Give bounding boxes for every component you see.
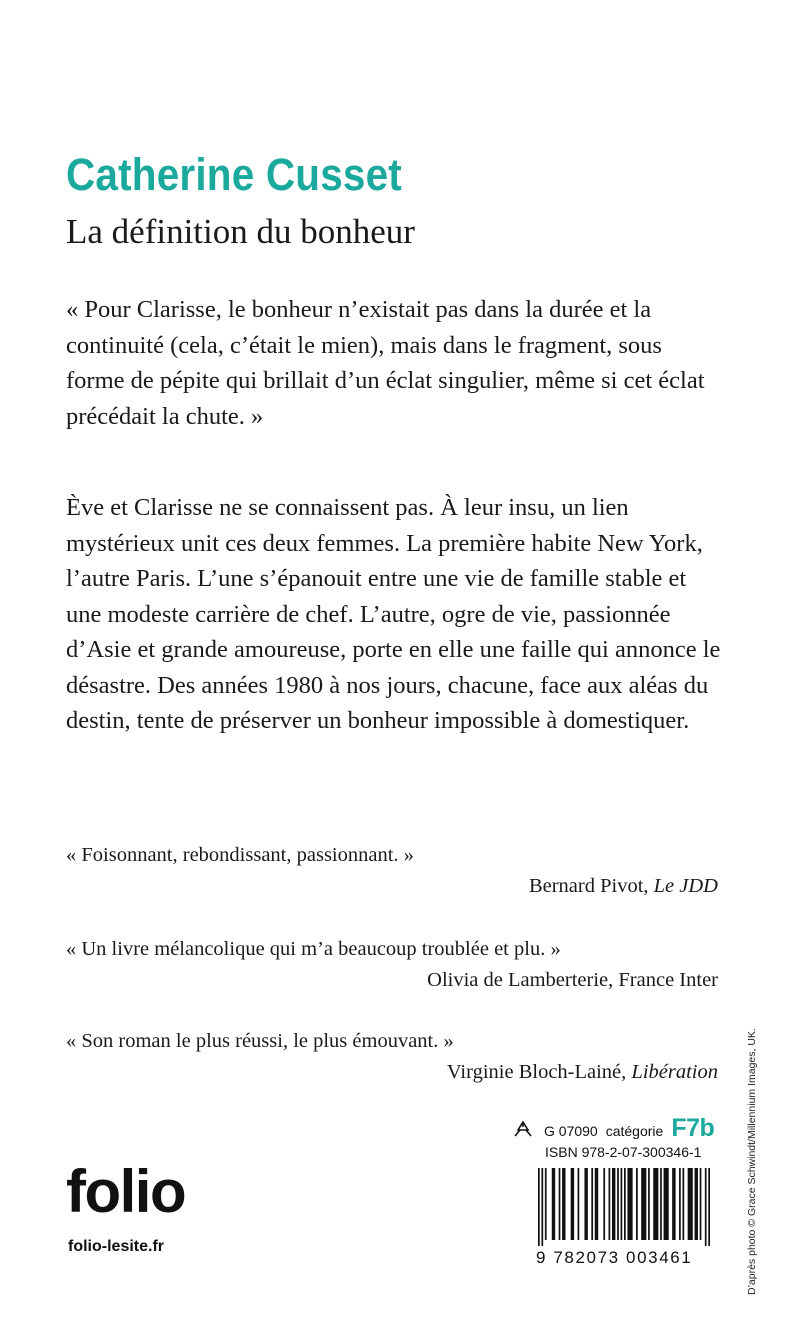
barcode-bar (641, 1168, 646, 1240)
barcode-bar (653, 1168, 658, 1240)
review-source-name: Bernard Pivot, (528, 875, 654, 897)
book-title: La définition du bonheur (66, 212, 415, 251)
excerpt-quote: « Pour Clarisse, le bonheur n’existait pas dans la durée et la continuité (cela, c’était le mien), mais dans le fragment, sous forme de pépite qui brillait d’un éclat singulier, même si cet éclat précédait la chute. » (66, 296, 705, 430)
barcode-bar (541, 1168, 543, 1246)
review-source-publication: Le JDD (653, 875, 718, 897)
barcode (536, 1168, 712, 1267)
barcode-bar (552, 1168, 555, 1240)
barcode-bar (664, 1168, 669, 1240)
barcode-bar (636, 1168, 638, 1240)
barcode-bar (682, 1168, 684, 1240)
review-2 (66, 934, 718, 996)
review-quote: « Son roman le plus réussi, le plus émouvant. » (66, 1030, 454, 1052)
review-source-name: Virginie Bloch-Lainé, (446, 1061, 632, 1083)
barcode-bar (591, 1168, 593, 1240)
review-source (66, 965, 718, 996)
barcode-bar (578, 1168, 580, 1240)
barcode-bar (571, 1168, 574, 1240)
barcode-bar (688, 1168, 693, 1240)
review-source (66, 871, 718, 902)
recycle-mark-icon (512, 1121, 534, 1137)
author-name: Catherine Cusset (66, 149, 402, 200)
barcode-bar (679, 1168, 681, 1240)
barcode-bar (603, 1168, 605, 1240)
review-1 (66, 840, 718, 902)
barcode-bar (595, 1168, 598, 1240)
review-source (66, 1057, 718, 1088)
barcode-bar (672, 1168, 675, 1240)
barcode-bar (621, 1168, 623, 1240)
barcode-bar (705, 1168, 707, 1246)
review-source-name: Olivia de Lamberterie, France Inter (427, 969, 718, 991)
category-code: F7b (671, 1114, 715, 1142)
barcode-bar (584, 1168, 587, 1240)
review-3 (66, 1026, 718, 1088)
barcode-bar (562, 1168, 565, 1240)
category-label: catégorie (605, 1123, 664, 1139)
barcode-bar (624, 1168, 626, 1240)
barcode-digits: 9 782073 003461 (536, 1248, 693, 1267)
barcode-bar (609, 1168, 611, 1240)
barcode-bar (695, 1168, 698, 1240)
barcode-bar (700, 1168, 702, 1240)
barcode-bar (617, 1168, 619, 1240)
catalog-line (512, 1114, 714, 1143)
barcode-bar (708, 1168, 710, 1246)
barcode-icon (536, 1168, 712, 1246)
review-quote: « Un livre mélancolique qui m’a beaucoup troublée et plu. » (66, 938, 561, 960)
isbn: ISBN 978-2-07-300346-1 (545, 1144, 702, 1160)
folio-logo: folio (66, 1158, 186, 1225)
review-quote: « Foisonnant, rebondissant, passionnant. » (66, 844, 414, 866)
barcode-bar (660, 1168, 662, 1240)
book-summary: Ève et Clarisse ne se connaissent pas. À leur insu, un lien mystérieux unit ces deux femmes. La première habite New York, l’autre Paris. L’une s’épanouit entre une vie de famille stable et une modeste carrière de chef. L’autre, ogre de vie, passionnée d’Asie et grande amoureuse, porte en elle une faille qui annonce le désastre. Des années 1980 à nos jours, chacune, face aux aléas du destin, tente de préserver un bonheur impossible à domestiquer. (66, 494, 721, 734)
barcode-bar (612, 1168, 615, 1240)
photo-credit: D’après photo © Grace Schwindt/Millennium Images, UK. (746, 1028, 758, 1295)
barcode-bar (627, 1168, 632, 1240)
barcode-bar (648, 1168, 650, 1240)
publisher-website: folio-lesite.fr (68, 1238, 165, 1255)
review-source-publication: Libération (631, 1061, 718, 1083)
barcode-bar (538, 1168, 540, 1246)
barcode-bar (545, 1168, 547, 1240)
barcode-bar (559, 1168, 561, 1240)
catalog-code: G 07090 (544, 1123, 598, 1139)
